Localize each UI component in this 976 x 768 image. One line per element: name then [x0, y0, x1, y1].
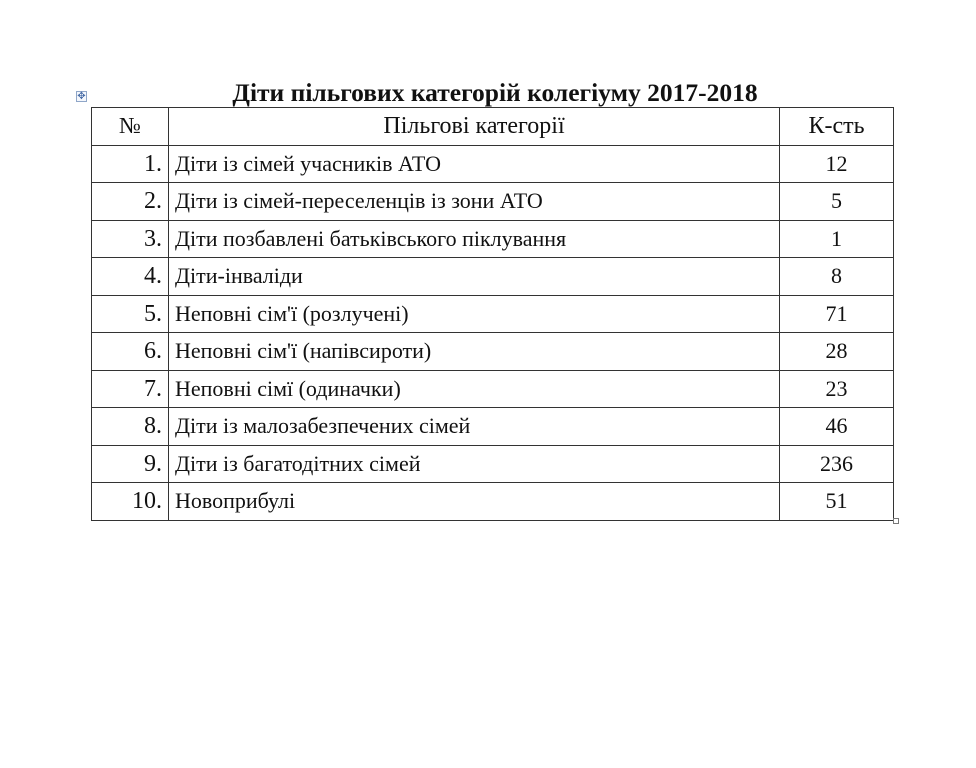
row-count: 12	[780, 145, 894, 183]
row-count: 5	[780, 183, 894, 221]
table-row	[92, 295, 894, 333]
row-number: 5.	[92, 295, 169, 333]
table-row	[92, 145, 894, 183]
table-header-row	[92, 108, 894, 146]
row-number: 10.	[92, 483, 169, 521]
row-category: Діти-інваліди	[169, 258, 780, 296]
row-category: Діти позбавлені батьківського піклування	[169, 220, 780, 258]
row-category: Діти із сімей учасників АТО	[169, 145, 780, 183]
table-row	[92, 370, 894, 408]
row-count: 8	[780, 258, 894, 296]
table-row	[92, 333, 894, 371]
row-category: Неповні сімї (одиначки)	[169, 370, 780, 408]
row-count: 28	[780, 333, 894, 371]
table-row	[92, 183, 894, 221]
row-category: Новоприбулі	[169, 483, 780, 521]
resize-icon[interactable]	[893, 518, 899, 524]
table-row	[92, 445, 894, 483]
table-row	[92, 258, 894, 296]
row-number: 6.	[92, 333, 169, 371]
row-count: 51	[780, 483, 894, 521]
row-count: 46	[780, 408, 894, 446]
table-row	[92, 220, 894, 258]
row-count: 236	[780, 445, 894, 483]
row-number: 9.	[92, 445, 169, 483]
row-category: Неповні сім'ї (напівсироти)	[169, 333, 780, 371]
row-number: 8.	[92, 408, 169, 446]
move-icon[interactable]: ✥	[77, 91, 86, 102]
row-number: 2.	[92, 183, 169, 221]
document-title: Діти пільгових категорій колегіуму 2017-2018	[232, 78, 758, 107]
row-category: Діти із багатодітних сімей	[169, 445, 780, 483]
row-category: Діти із малозабезпечених сімей	[169, 408, 780, 446]
row-category: Неповні сім'ї (розлучені)	[169, 295, 780, 333]
row-number: 4.	[92, 258, 169, 296]
row-number: 3.	[92, 220, 169, 258]
row-number: 7.	[92, 370, 169, 408]
row-count: 23	[780, 370, 894, 408]
header-count: К-сть	[780, 108, 894, 146]
row-count: 71	[780, 295, 894, 333]
header-number: №	[92, 108, 169, 146]
table-row	[92, 408, 894, 446]
row-number: 1.	[92, 145, 169, 183]
header-category: Пільгові категорії	[169, 108, 780, 146]
benefits-table	[91, 107, 894, 521]
row-count: 1	[780, 220, 894, 258]
table-row	[92, 483, 894, 521]
row-category: Діти із сімей-переселенців із зони АТО	[169, 183, 780, 221]
